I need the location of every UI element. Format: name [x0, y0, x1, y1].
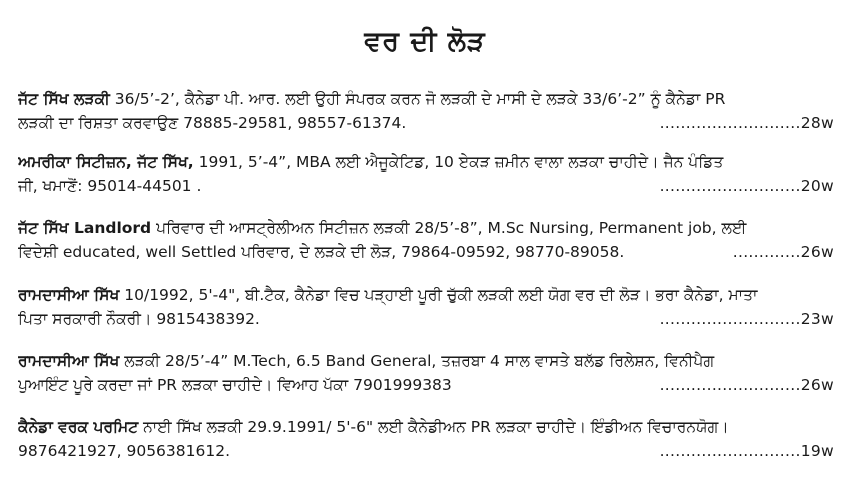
listing-line-1	[18, 349, 834, 373]
listing-text: ਨਾਈ ਸਿੱਖ ਲੜਕੀ 29.9.1991/ 5'-6" ਲਈ ਕੈਨੇਡੀਅਨ PR ਲੜਕਾ ਚਾਹੀਦੇ। ਇੰਡੀਅਨ ਵਿਚਾਰਨਯੋਗ।	[138, 418, 729, 436]
listing	[18, 283, 834, 331]
listing-line-1	[18, 283, 834, 307]
listing-tag: ...........................28w	[659, 114, 834, 132]
listing-lead: ਕੈਨੇਡਾ ਵਰਕ ਪਰਮਿਟ	[18, 418, 139, 436]
listing-line-1	[18, 87, 834, 111]
listing-lead: ਰਾਮਦਾਸੀਆ ਸਿੱਖ	[18, 352, 120, 370]
listing-line-2	[18, 111, 834, 135]
listing	[18, 216, 834, 264]
listing	[18, 415, 834, 463]
listing	[18, 349, 834, 397]
listing-text: ਪਰਿਵਾਰ ਦੀ ਆਸਟ੍ਰੇਲੀਅਨ ਸਿਟੀਜ਼ਨ ਲੜਕੀ 28/5’-8”, M.Sc Nursing, Permanent job, ਲਈ	[151, 219, 747, 237]
listing-contact: ਵਿਦੇਸ਼ੀ educated, well Settled ਪਰਿਵਾਰ, ਦੇ ਲੜਕੇ ਦੀ ਲੋੜ, 79864-09592, 98770-89058.	[18, 243, 625, 261]
page-title: ਵਰ ਦੀ ਲੋੜ	[364, 26, 486, 57]
listing-line-2	[18, 373, 834, 397]
listing-contact: ਲੜਕੀ ਦਾ ਰਿਸ਼ਤਾ ਕਰਵਾਉਣ 78885-29581, 98557-61374.	[18, 114, 407, 132]
listing-contact: ਪੁਆਇੰਟ ਪੂਰੇ ਕਰਦਾ ਜਾਂ PR ਲੜਕਾ ਚਾਹੀਦੇ। ਵਿਆਹ ਪੱਕਾ 7901999383	[18, 376, 452, 394]
listing-line-2	[18, 439, 834, 463]
listing-text: 10/1992, 5'-4", ਬੀ.ਟੈਕ, ਕੈਨੇਡਾ ਵਿਚ ਪੜ੍ਹਾਈ ਪੂਰੀ ਚੁੱਕੀ ਲੜਕੀ ਲਈ ਯੋਗ ਵਰ ਦੀ ਲੋੜ। ਭਰਾ ਕੈਨੇਡਾ, ਮਾਤਾ	[119, 286, 758, 304]
listing-line-1	[18, 415, 834, 439]
listing-tag: .............26w	[732, 243, 834, 261]
listing-text: 36/5’-2’, ਕੈਨੇਡਾ ਪੀ. ਆਰ. ਲਈ ਉਹੀ ਸੰਪਰਕ ਕਰਨ ਜੋ ਲੜਕੀ ਦੇ ਮਾਸੀ ਦੇ ਲੜਕੇ 33/6’-2” ਨੂੰ ਕੈਨੇਡਾ PR	[109, 90, 726, 108]
listing-contact: ਜੀ, ਖਮਾਣੋਂ: 95014-44501 .	[18, 177, 202, 195]
listing-tag: ...........................23w	[659, 310, 834, 328]
listing-lead: ਜੱਟ ਸਿੱਖ ਲੜਕੀ	[18, 90, 110, 108]
listing-tag: ...........................26w	[659, 376, 834, 394]
listing-lead: ਰਾਮਦਾਸੀਆ ਸਿੱਖ	[18, 286, 120, 304]
listing-line-2	[18, 174, 834, 198]
listing-line-1	[18, 216, 834, 240]
listing-lead: ਅਮਰੀਕਾ ਸਿਟੀਜ਼ਨ, ਜੱਟ ਸਿੱਖ,	[18, 153, 194, 171]
listing-line-2	[18, 240, 834, 264]
listing	[18, 87, 834, 135]
listing-tag: ...........................20w	[659, 177, 834, 195]
listing-contact: 9876421927, 9056381612.	[18, 442, 231, 460]
listing-line-2	[18, 307, 834, 331]
listing-text: ਲੜਕੀ 28/5’-4” M.Tech, 6.5 Band General, ਤਜ਼ਰਬਾ 4 ਸਾਲ ਵਾਸਤੇ ਬਲੱਡ ਰਿਲੇਸ਼ਨ, ਵਿਨੀਪੈਗ	[119, 352, 715, 370]
listing-line-1	[18, 150, 834, 174]
listing-lead: ਜੱਟ ਸਿੱਖ Landlord	[18, 219, 152, 237]
listing-contact: ਪਿਤਾ ਸਰਕਾਰੀ ਨੌਕਰੀ। 9815438392.	[18, 310, 260, 328]
listing-text: 1991, 5’-4”, MBA ਲਈ ਐਜੂਕੇਟਿਡ, 10 ਏਕੜ ਜ਼ਮੀਨ ਵਾਲਾ ਲੜਕਾ ਚਾਹੀਦੇ। ਜੈਨ ਪੰਡਿਤ	[193, 153, 724, 171]
listing	[18, 150, 834, 198]
listing-tag: ...........................19w	[659, 442, 834, 460]
